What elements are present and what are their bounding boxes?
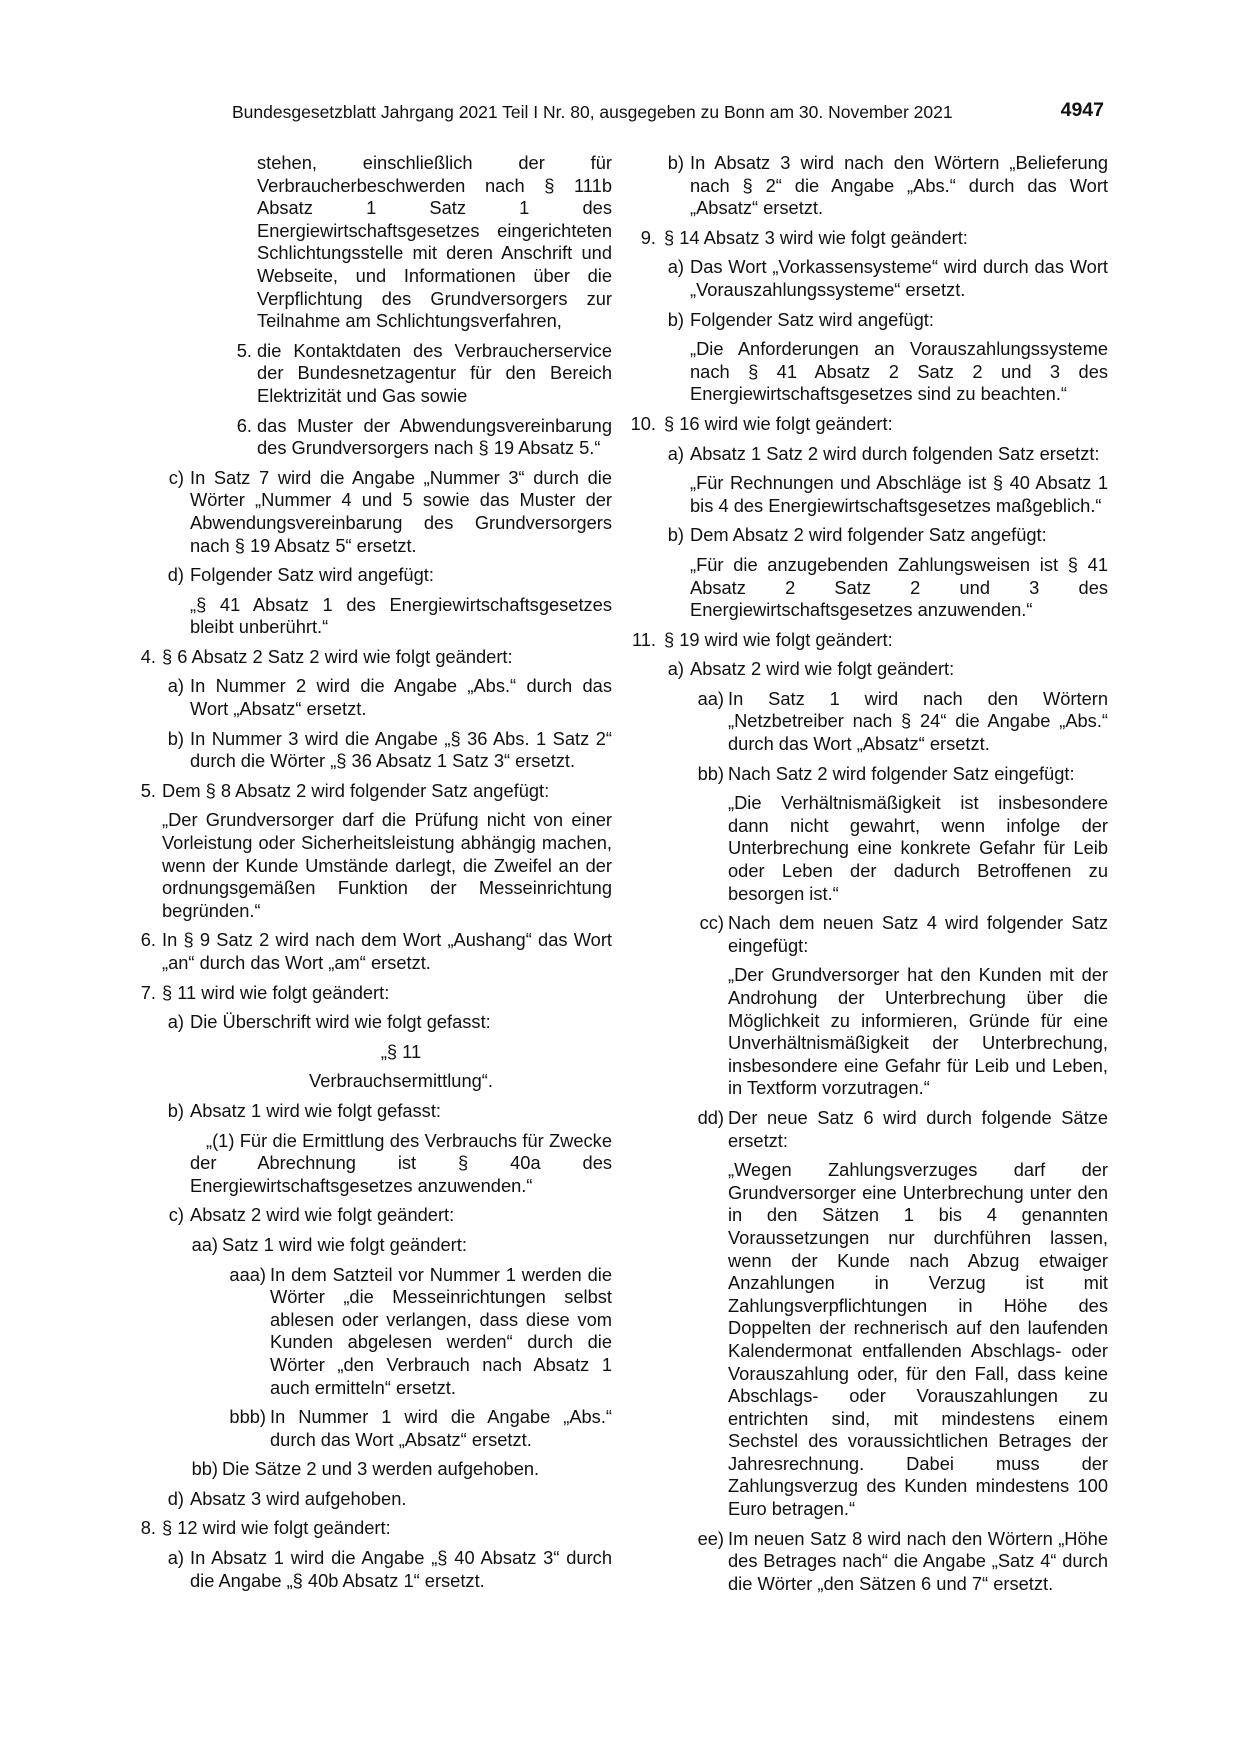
item-text: Nach dem neuen Satz 4 wird folgender Satz eingefügt: (728, 912, 1108, 956)
list-item (620, 658, 1108, 681)
item-label: aaa) (229, 1263, 266, 1285)
item-text: Absatz 3 wird aufgehoben. (190, 1487, 407, 1509)
list-item (142, 728, 612, 773)
header-title: Bundesgesetzblatt Jahrgang 2021 Teil I Nr. 80, ausgegeben zu Bonn am 30. November 2021 (232, 102, 953, 122)
quoted-text: „Der Grundversorger darf die Prüfung nicht von einer Vorleistung oder Sicherheitsleistung abhängig machen, wenn der Kunde Umstände darlegt, die Zweifel an der ordnungsgemäßen Funktion der Messeinrichtung begründen.“ (162, 809, 612, 921)
list-item (142, 1100, 612, 1123)
item-label: b) (667, 308, 684, 330)
list-item (142, 646, 612, 669)
item-text: In Satz 7 wird die Angabe „Nummer 3“ durch die Wörter „Nummer 4 und 5 sowie das Muster der Abwendungsvereinbarung des Grundversorgers nach § 19 Absatz 5“ ersetzt. (190, 466, 612, 556)
item-label: 10. (630, 412, 656, 434)
left-column (142, 152, 612, 1599)
item-label: b) (167, 727, 184, 749)
page-number: 4947 (1060, 99, 1104, 121)
item-text: Dem § 8 Absatz 2 wird folgender Satz angefügt: (162, 779, 550, 801)
item-label: d) (167, 1487, 184, 1509)
item-text: Absatz 2 wird wie folgt geändert: (190, 1204, 455, 1226)
item-label: bb) (697, 762, 724, 784)
item-label: a) (667, 442, 684, 464)
item-text: In dem Satzteil vor Nummer 1 werden die Wörter „die Messeinrichtungen selbst ablesen oder verlangen, dass diese vom Kunden abgelesen werden“ durch die Wörter „den Verbrauch nach Absatz 1 auch ermitteln“ ersetzt. (270, 1263, 612, 1398)
item-text: § 19 wird wie folgt geändert: (664, 628, 893, 650)
list-item (620, 1107, 1108, 1152)
item-text: Absatz 2 wird wie folgt geändert: (690, 658, 955, 680)
item-text: In § 9 Satz 2 wird nach dem Wort „Aushang“ das Wort „an“ durch das Wort „am“ ersetzt. (162, 929, 612, 973)
item-text: § 12 wird wie folgt geändert: (162, 1517, 391, 1539)
item-label: a) (167, 675, 184, 697)
item-text: Absatz 1 wird wie folgt gefasst: (190, 1099, 441, 1121)
list-item (142, 467, 612, 557)
list-item (142, 415, 612, 460)
quoted-text: „Der Grundversorger hat den Kunden mit der Androhung der Unterbrechung über die Möglichkeit zu informieren, Gründe für eine Unverhältnismäßigkeit der Unterbrechung, insbesondere eine Gefahr für Leib und Leben, in Textform vorzutragen.“ (728, 964, 1108, 1099)
list-item (142, 1488, 612, 1511)
item-label: d) (167, 564, 184, 586)
item-label: bb) (191, 1458, 218, 1480)
list-item (142, 675, 612, 720)
item-text: In Nummer 2 wird die Angabe „Abs.“ durch das Wort „Absatz“ ersetzt. (190, 675, 612, 720)
item-text: Folgender Satz wird angefügt: (190, 564, 434, 586)
item-label: 8. (140, 1517, 156, 1539)
item-text: In Nummer 1 wird die Angabe „Abs.“ durch das Wort „Absatz“ ersetzt. (270, 1406, 612, 1450)
item-label: a) (167, 1011, 184, 1033)
continued-text: stehen, einschließlich der für Verbraucherbeschwerden nach § 111b Absatz 1 Satz 1 des Energiewirtschaftsgesetzes eingerichteten Schlichtungsstelle mit deren Anschrift und Webseite, und Informationen über die Verpflichtung des Grundversorgers zur Teilnahme am Schlichtungsverfahren, (257, 152, 612, 332)
heading-line: „§ 11 (380, 1040, 422, 1062)
list-item (620, 413, 1108, 436)
list-item (142, 1547, 612, 1592)
item-text: Nach Satz 2 wird folgender Satz eingefügt: (728, 762, 1075, 784)
item-label: dd) (697, 1106, 724, 1128)
item-label: c) (168, 1204, 184, 1226)
item-text: die Kontaktdaten des Verbraucherservice der Bundesnetzagentur für den Bereich Elektrizität und Gas sowie (257, 339, 612, 406)
list-item (142, 1517, 612, 1540)
item-text: In Absatz 1 wird die Angabe „§ 40 Absatz 3“ durch die Angabe „§ 40b Absatz 1“ ersetzt. (190, 1547, 612, 1591)
list-item (142, 982, 612, 1005)
item-label: a) (667, 658, 684, 680)
item-text: § 16 wird wie folgt geändert: (664, 412, 893, 434)
item-text: Die Überschrift wird wie folgt gefasst: (190, 1011, 491, 1033)
item-text: Absatz 1 Satz 2 wird durch folgenden Satz ersetzt: (690, 442, 1100, 464)
quoted-text: „Für Rechnungen und Abschläge ist § 40 Absatz 1 bis 4 des Energiewirtschaftsgesetzes maßgeblich.“ (690, 472, 1108, 516)
item-label: aa) (697, 687, 724, 709)
list-item (620, 443, 1108, 466)
quoted-text: „§ 41 Absatz 1 des Energiewirtschaftsgesetzes bleibt unberührt.“ (190, 593, 612, 638)
item-label: 6. (236, 414, 252, 436)
list-item (142, 1406, 612, 1451)
item-text: das Muster der Abwendungsvereinbarung des Grundversorgers nach § 19 Absatz 5.“ (257, 414, 612, 459)
item-label: b) (167, 1099, 184, 1121)
item-text: Der neue Satz 6 wird durch folgende Sätze ersetzt: (728, 1106, 1108, 1151)
list-item (620, 629, 1108, 652)
list-item (620, 912, 1108, 957)
item-label: c) (168, 466, 184, 488)
item-text: In Absatz 3 wird nach den Wörtern „Belieferung nach § 2“ die Angabe „Abs.“ durch das Wort „Absatz“ ersetzt. (690, 152, 1108, 219)
right-column (620, 152, 1108, 1602)
list-item (142, 1458, 612, 1481)
list-item (620, 763, 1108, 786)
item-text: Dem Absatz 2 wird folgender Satz angefügt: (690, 524, 1047, 546)
item-label: 5. (236, 339, 252, 361)
list-item (620, 152, 1108, 220)
item-label: 7. (140, 981, 156, 1003)
list-item (142, 1234, 612, 1257)
list-item (620, 688, 1108, 756)
item-text: In Nummer 3 wird die Angabe „§ 36 Abs. 1 Satz 2“ durch die Wörter „§ 36 Absatz 1 Satz 3“ ersetzt. (190, 727, 612, 772)
item-text: Das Wort „Vorkassensysteme“ wird durch das Wort „Vorauszahlungssysteme“ ersetzt. (690, 256, 1108, 300)
list-item (620, 227, 1108, 250)
item-label: 11. (631, 628, 656, 650)
item-text: Im neuen Satz 8 wird nach den Wörtern „Höhe des Betrages nach“ die Angabe „Satz 4“ durch die Wörter „den Sätzen 6 und 7“ ersetzt. (728, 1527, 1108, 1594)
list-item (142, 340, 612, 408)
list-item (620, 256, 1108, 301)
item-label: 6. (140, 929, 156, 951)
list-item (142, 780, 612, 803)
item-label: aa) (191, 1233, 218, 1255)
quoted-text: „Wegen Zahlungsverzuges darf der Grundversorger eine Unterbrechung unter den in den Sätzen 1 bis 4 genannten Voraussetzungen nur durchführen lassen, wenn der Kunde nach Abzug etwaiger Anzahlungen in Verzug ist mit Zahlungsverpflichtungen in Höhe des Doppelten der rechnerisch auf den laufenden Kalendermonat entfallenden Abschlags- oder Vorauszahlung oder, für den Fall, dass keine Abschlags- oder Vorauszahlungen zu entrichten sind, mit mindestens einem Sechstel des voraussichtlichen Betrages der Jahresrechnung. Dabei muss der Zahlungsverzug des Kunden mindestens 100 Euro betragen.“ (728, 1159, 1108, 1520)
item-text: In Satz 1 wird nach den Wörtern „Netzbetreiber nach § 24“ die Angabe „Abs.“ durch das Wort „Absatz“ ersetzt. (728, 687, 1108, 755)
item-text: § 14 Absatz 3 wird wie folgt geändert: (664, 226, 968, 248)
quoted-text: „Für die anzugebenden Zahlungsweisen ist § 41 Absatz 2 Satz 2 und 3 des Energiewirtschaftsgesetzes anzuwenden.“ (690, 553, 1108, 621)
item-text: Satz 1 wird wie folgt geändert: (222, 1233, 467, 1255)
list-item (142, 1264, 612, 1400)
item-label: ee) (697, 1527, 724, 1549)
quoted-text: „Die Anforderungen an Vorauszahlungssysteme nach § 41 Absatz 2 Satz 2 und 3 des Energiewirtschaftsgesetzes sind zu beachten.“ (690, 338, 1108, 405)
list-item (142, 1204, 612, 1227)
quoted-text: „Die Verhältnismäßigkeit ist insbesondere dann nicht gewahrt, wenn infolge der Unterbrechung eine konkrete Gefahr für Leib oder Leben der dadurch Betroffenen zu besorgen ist.“ (728, 792, 1108, 904)
list-item (142, 929, 612, 974)
item-text: Die Sätze 2 und 3 werden aufgehoben. (222, 1458, 540, 1480)
item-label: 5. (140, 779, 156, 801)
list-item (142, 564, 612, 587)
item-text: § 11 wird wie folgt geändert: (162, 981, 390, 1003)
heading-line: Verbrauchsermittlung“. (309, 1070, 493, 1092)
item-label: a) (167, 1547, 184, 1569)
item-label: cc) (699, 912, 724, 934)
list-item (620, 309, 1108, 332)
item-label: a) (667, 256, 684, 278)
quoted-text: „(1) Für die Ermittlung des Verbrauchs für Zwecke der Abrechnung ist § 40a des Energiewirtschaftsgesetzes anzuwenden.“ (190, 1129, 612, 1196)
item-label: b) (667, 152, 684, 173)
item-label: b) (667, 524, 684, 546)
item-label: 4. (140, 645, 156, 667)
item-text: § 6 Absatz 2 Satz 2 wird wie folgt geändert: (162, 645, 513, 667)
list-item (142, 1011, 612, 1034)
item-label: bbb) (229, 1406, 266, 1428)
item-label: 9. (640, 226, 656, 248)
page-header (232, 100, 1104, 124)
item-text: Folgender Satz wird angefügt: (690, 308, 934, 330)
list-item (620, 1528, 1108, 1596)
list-item (620, 524, 1108, 547)
